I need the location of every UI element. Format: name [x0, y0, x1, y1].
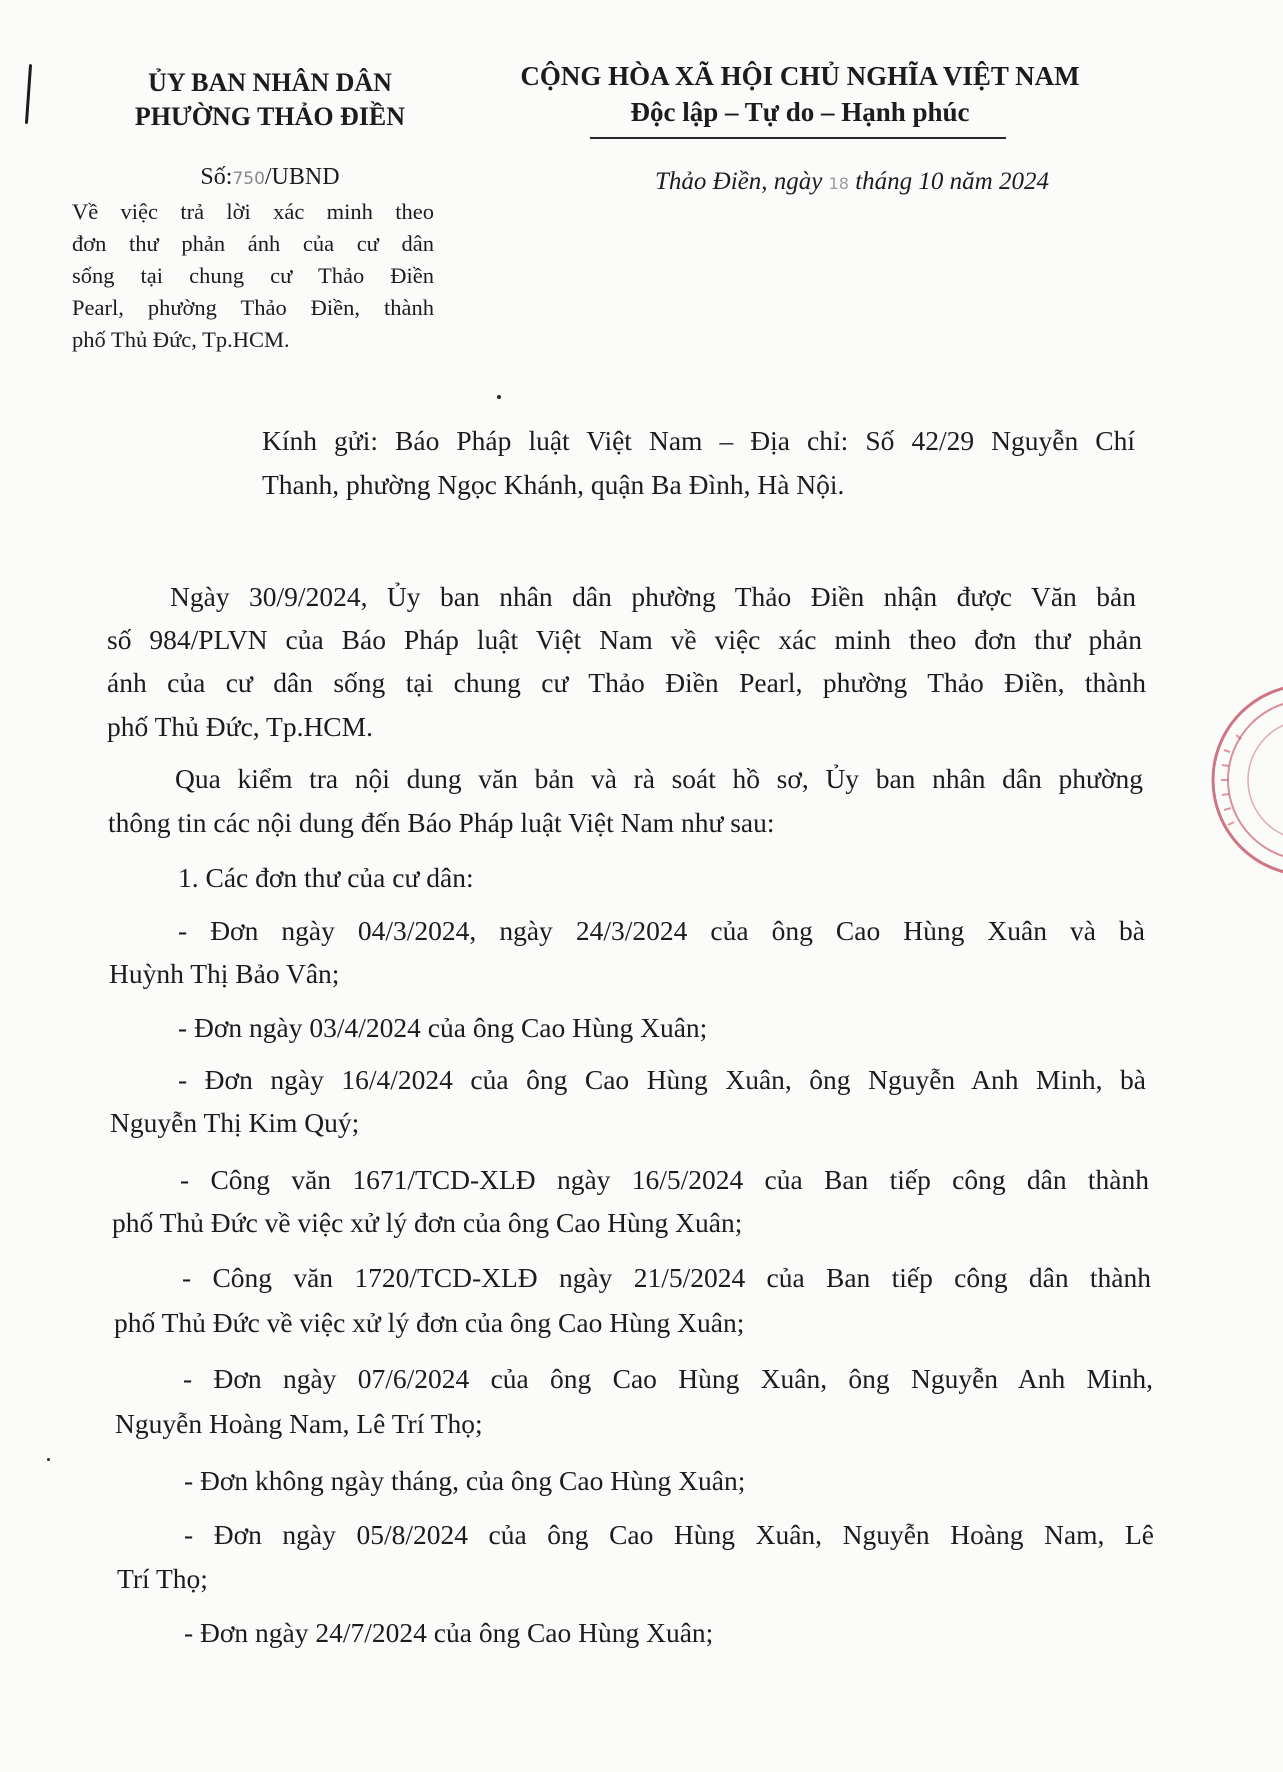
list-item: - Công văn 1671/TCD-XLĐ ngày 16/5/2024 của Ban tiếp công dân thành [180, 1164, 1149, 1195]
body-line: số 984/PLVN của Báo Pháp luật Việt Nam về việc xác minh theo đơn thư phản [107, 624, 1142, 655]
section-heading: 1. Các đơn thư của cư dân: [178, 862, 474, 893]
body-line: thông tin các nội dung đến Báo Pháp luật Việt Nam như sau: [108, 807, 775, 838]
list-item-continuation: Nguyễn Hoàng Nam, Lê Trí Thọ; [115, 1408, 483, 1439]
ink-speck [47, 1458, 50, 1461]
document-number [60, 164, 480, 191]
doc-number-handwritten: 750 [232, 169, 265, 189]
list-item: - Đơn ngày 04/3/2024, ngày 24/3/2024 của ông Cao Hùng Xuân và bà [178, 915, 1145, 946]
list-item-continuation: Nguyễn Thị Kim Quý; [110, 1107, 360, 1138]
date-prefix: Thảo Điền, ngày [655, 168, 829, 195]
issue-date [655, 168, 1049, 196]
list-item: - Đơn ngày 07/6/2024 của ông Cao Hùng Xuân, ông Nguyễn Anh Minh, [183, 1363, 1153, 1394]
handwritten-mark [25, 64, 32, 124]
subject-line: đơn thư phản ánh của cư dân [72, 231, 434, 256]
national-title-block [470, 58, 1130, 130]
subject-line: Pearl, phường Thảo Điền, thành [72, 295, 434, 320]
ink-speck [497, 395, 501, 399]
issuer-block [60, 66, 480, 134]
subject-line: phố Thủ Đức, Tp.HCM. [72, 327, 290, 352]
date-suffix: tháng 10 năm 2024 [848, 168, 1049, 195]
list-item-continuation: Trí Thọ; [117, 1563, 208, 1594]
recipient-line-1: Kính gửi: Báo Pháp luật Việt Nam – Địa chỉ: Số 42/29 Nguyễn Chí [262, 425, 1135, 456]
doc-number-prefix: Số: [200, 164, 233, 190]
list-item: - Công văn 1720/TCD-XLĐ ngày 21/5/2024 của Ban tiếp công dân thành [182, 1262, 1151, 1293]
list-item: - Đơn ngày 03/4/2024 của ông Cao Hùng Xuân; [178, 1012, 708, 1043]
body-line: Qua kiểm tra nội dung văn bản và rà soát hồ sơ, Ủy ban nhân dân phường [175, 763, 1143, 794]
body-line: Ngày 30/9/2024, Ủy ban nhân dân phường Thảo Điền nhận được Văn bản [170, 581, 1136, 612]
list-item: - Đơn ngày 05/8/2024 của ông Cao Hùng Xuân, Nguyễn Hoàng Nam, Lê [184, 1519, 1154, 1550]
date-handwritten-day: 18 [828, 174, 849, 193]
seal-graphic [1178, 680, 1283, 880]
list-item-continuation: phố Thủ Đức về việc xử lý đơn của ông Cao Hùng Xuân; [114, 1307, 745, 1338]
national-motto: Độc lập – Tự do – Hạnh phúc [630, 97, 970, 127]
recipient-line-2: Thanh, phường Ngọc Khánh, quận Ba Đình, Hà Nội. [262, 469, 845, 500]
issuer-line-1: ỦY BAN NHÂN DÂN [148, 68, 392, 97]
national-title: CỘNG HÒA XÃ HỘI CHỦ NGHĨA VIỆT NAM [520, 61, 1080, 91]
issuer-line-2: PHƯỜNG THẢO ĐIỀN [134, 102, 406, 131]
body-line: ánh của cư dân sống tại chung cư Thảo Điền Pearl, phường Thảo Điền, thành [107, 667, 1146, 698]
body-line: phố Thủ Đức, Tp.HCM. [107, 711, 373, 742]
list-item-continuation: Huỳnh Thị Bảo Vân; [109, 958, 340, 989]
list-item-continuation: phố Thủ Đức về việc xử lý đơn của ông Cao Hùng Xuân; [112, 1207, 743, 1238]
list-item: - Đơn ngày 16/4/2024 của ông Cao Hùng Xuân, ông Nguyễn Anh Minh, bà [178, 1064, 1146, 1095]
subject-line: sống tại chung cư Thảo Điền [72, 263, 434, 288]
subject-line: Về việc trả lời xác minh theo [72, 199, 434, 224]
list-item: - Đơn ngày 24/7/2024 của ông Cao Hùng Xuân; [184, 1617, 714, 1648]
doc-number-suffix: /UBND [264, 164, 340, 190]
list-item: - Đơn không ngày tháng, của ông Cao Hùng Xuân; [184, 1465, 746, 1496]
motto-underline [590, 137, 1006, 139]
official-seal-edge [1178, 680, 1283, 880]
subject-block [72, 196, 434, 356]
